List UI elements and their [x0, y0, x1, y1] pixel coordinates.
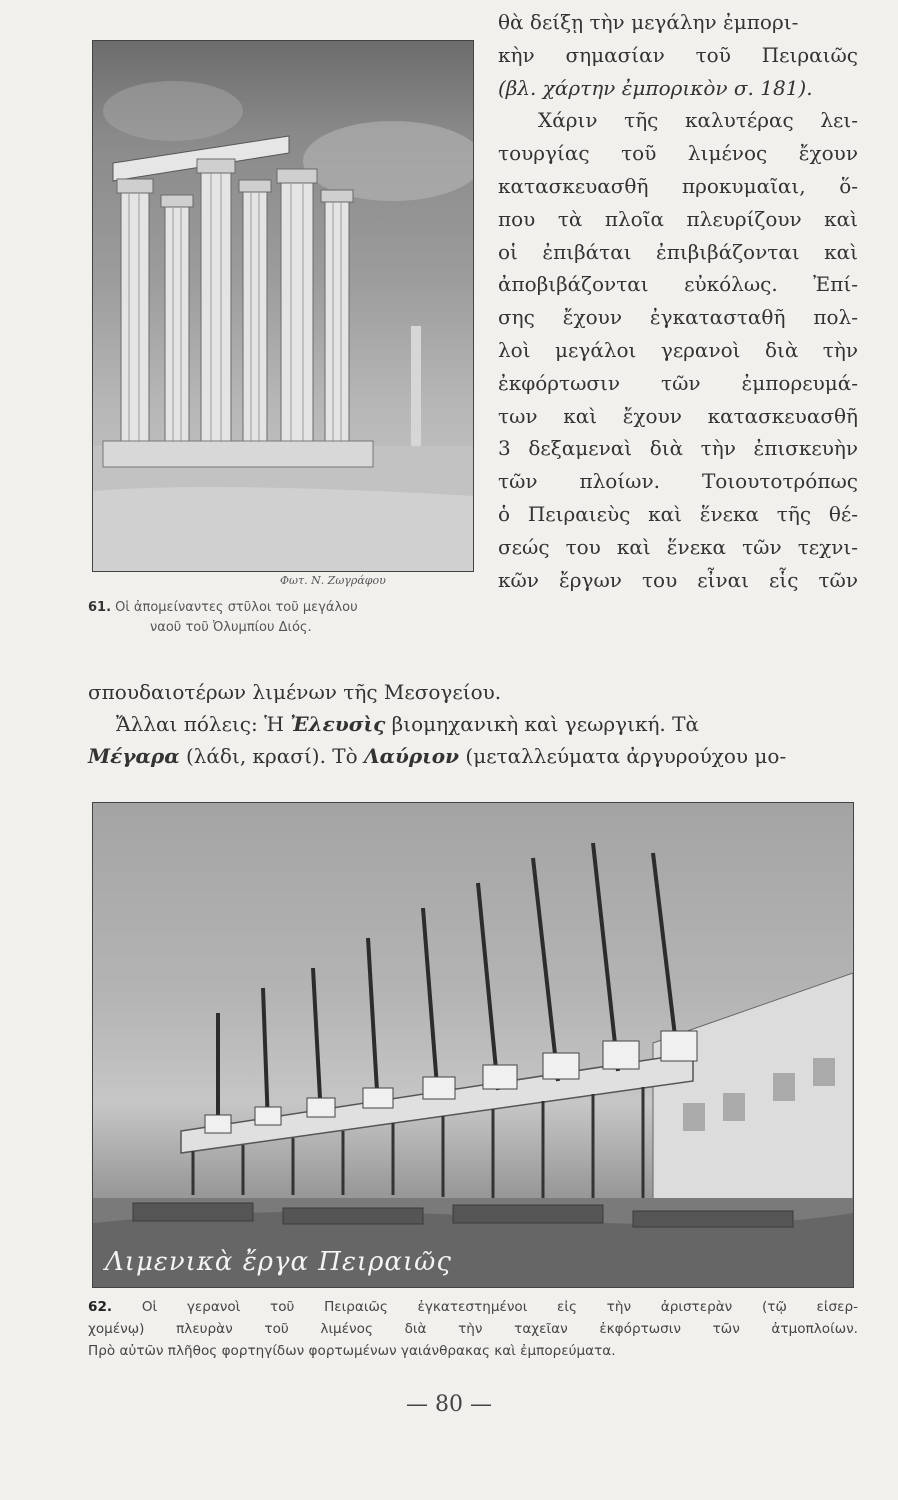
page-number: — 80 —: [406, 1392, 492, 1417]
caption-line: Οἱ ἀπομείναντες στῦλοι τοῦ μεγάλου: [115, 600, 358, 615]
place-name-eleusis: Ἐλευσὶς: [290, 712, 386, 736]
text-fragment: βιομηχανικὴ καὶ γεωργική. Τὰ: [385, 712, 699, 736]
figure-62-caption: [88, 1296, 858, 1362]
text-line-full: σπουδαιοτέρων λιμένων τῆς Μεσογείου.: [88, 680, 502, 704]
caption-line: [88, 1296, 858, 1318]
text-line: (βλ. χάρτην ἐμπορικὸν σ. 181).: [498, 75, 813, 100]
text-line: ὁ Πειραιεὺς καὶ ἕνεκα τῆς θέ-: [498, 501, 858, 526]
text-line: 3 δεξαμεναὶ διὰ τὴν ἐπισκευὴν: [498, 436, 858, 461]
text-line: που τὰ πλοῖα πλευρίζουν καὶ: [498, 206, 858, 231]
text-line: θὰ δείξῃ τὴν μεγάλην ἐμπορι-: [498, 10, 799, 34]
text-line: ἐκφόρτωσιν τῶν ἐμπορευμά-: [498, 370, 858, 395]
text-line: σης ἔχουν ἐγκατασταθῆ πολ-: [498, 305, 858, 330]
text-line: κὴν σημασίαν τοῦ Πειραιῶς: [498, 42, 858, 67]
piraeus-cranes-photo: [92, 802, 854, 1288]
text-fragment: (μεταλλεύματα ἀργυρούχου μο-: [459, 744, 787, 768]
text-line: σεώς του καὶ ἕνεκα τῶν τεχνι-: [498, 534, 858, 559]
text-line: ἀποβιβάζονται εὐκόλως. Ἐπί-: [498, 272, 858, 297]
text-line: κῶν ἔργων του εἶναι εἷς τῶν: [498, 567, 858, 592]
caption-text: Οἱ γερανοὶ τοῦ Πειραιῶς ἐγκατεστημένοι εἰς τὴν ἀριστερὰν (τῷ εἰσερ-: [141, 1299, 858, 1315]
caption-number: 61.: [88, 600, 112, 615]
caption-number: 62.: [88, 1299, 113, 1315]
text-line: τῶν πλοίων. Τοιουτοτρόπως: [498, 469, 858, 494]
text-line: Χάριν τῆς καλυτέρας λει-: [538, 108, 858, 133]
text-line: κατασκευασθῆ προκυμαῖαι, ὅ-: [498, 173, 858, 198]
cranes-illustration: [93, 803, 853, 1287]
text-line-full: [88, 708, 858, 740]
text-line: λοὶ μεγάλοι γερανοὶ διὰ τὴν: [498, 337, 858, 362]
text-fragment: (λάδι, κρασί). Τὸ: [179, 744, 365, 768]
right-column-text: [498, 6, 858, 596]
place-name-lavrion: Λαύριον: [364, 744, 460, 768]
text-line: τουργίας τοῦ λιμένος ἔχουν: [498, 141, 858, 166]
photo-credit: Φωτ. Ν. Ζωγράφου: [280, 574, 386, 587]
text-line: των καὶ ἔχουν κατασκευασθῆ: [498, 403, 858, 428]
caption-line: Πρὸ αὐτῶν πλῆθος φορτηγίδων φορτωμένων γαιάνθρακας καὶ ἐμπορεύματα.: [88, 1343, 616, 1359]
handwritten-photo-title: Λιμενικὰ ἔργα Πειραιῶς: [105, 1247, 452, 1277]
caption-line: χομένῳ) πλευρὰν τοῦ λιμένος διὰ τὴν ταχεῖαν ἐκφόρτωσιν τῶν ἀτμοπλοίων.: [88, 1321, 858, 1337]
figure-61-caption: [88, 598, 488, 638]
text-line-full: [88, 740, 858, 772]
place-name-megara: Μέγαρα: [88, 744, 180, 768]
text-line: οἱ ἐπιβάται ἐπιβιβάζονται καὶ: [498, 239, 858, 264]
text-fragment: Ἄλλαι πόλεις: Ἡ: [116, 712, 291, 736]
columns-illustration: [93, 41, 473, 571]
caption-line: ναοῦ τοῦ Ὀλυμπίου Διός.: [150, 620, 312, 635]
temple-of-olympian-zeus-photo: [92, 40, 474, 572]
